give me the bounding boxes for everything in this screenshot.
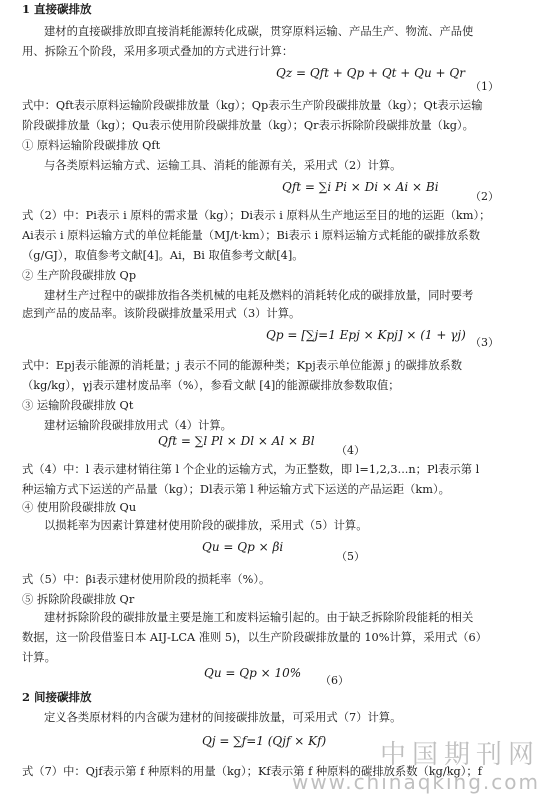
paragraph-line: （kg/kg），γj表示建材废品率（%），参看文献 [4]的能源碳排放参数取值； — [22, 379, 400, 392]
equation-number: （6） — [320, 674, 349, 687]
equation-number: （2） — [470, 190, 499, 203]
equation-3: Qp = [∑j=1 Epj × Kpj] × (1 + γj) — [266, 328, 466, 342]
watermark-url: www.chinaqking.com — [291, 770, 540, 794]
paragraph-line: 式（5）中：βi表示建材使用阶段的损耗率（%）。 — [22, 573, 271, 586]
paragraph-line: 阶段碳排放量（kg）；Qu表示使用阶段碳排放量（kg）；Qr表示拆除阶段碳排放量（kg）。 — [22, 119, 474, 132]
watermark-chinese: 中国期刊网 — [379, 740, 540, 770]
equation-number: （1） — [470, 80, 499, 93]
paragraph-line: 式（7）中：Qjf表示第 f 种原料的用量（kg）；Kf表示第 f 种原料的碳排放系数（kg/kg）；f — [22, 765, 482, 778]
equation-number: （5） — [336, 550, 365, 563]
subsection-heading: ① 原料运输阶段碳排放 Qft — [22, 139, 161, 152]
paragraph-line: 建材运输阶段碳排放用式（4）计算。 — [44, 419, 232, 432]
paragraph-line: 建材生产过程中的碳排放指各类机械的电耗及燃料的消耗转化成的碳排放量，同时要考 — [44, 289, 474, 302]
section-heading-direct: 1 直接碳排放 — [22, 2, 92, 16]
equation-1: Qz = Qft + Qp + Qt + Qu + Qr — [276, 66, 465, 80]
section-heading-indirect: 2 间接碳排放 — [22, 690, 92, 704]
equation-5: Qu = Qp × βi — [202, 540, 284, 554]
paragraph-line: 建材拆除阶段的碳排放量主要是施工和废料运输引起的。由于缺乏拆除阶段能耗的相关 — [44, 611, 474, 624]
paragraph-line: 式（2）中：Pi表示 i 原料的需求量（kg）；Di表示 i 原料从生产地运至目的地的运距（km）； — [22, 209, 491, 222]
equation-number: （3） — [470, 336, 499, 349]
paragraph-line: 以损耗率为因素计算建材使用阶段的碳排放，采用式（5）计算。 — [44, 519, 368, 532]
paragraph-line: 建材的直接碳排放即直接消耗能源转化成碳，贯穿原料运输、产品生产、物流、产品使 — [44, 25, 474, 38]
paragraph-line: 计算。 — [22, 651, 56, 664]
paragraph-line: 式中：Epj表示能源的消耗量；j 表示不同的能源种类；Kpj表示单位能源 j 的碳排放系数 — [22, 359, 463, 372]
equation-7: Qj = ∑f=1 (Qjf × Kf) — [202, 734, 327, 748]
equation-6: Qu = Qp × 10% — [204, 666, 302, 680]
equation-number: （4） — [336, 444, 365, 457]
paragraph-line: 定义各类原材料的内含碳为建材的间接碳排放量，可采用式（7）计算。 — [44, 711, 402, 724]
subsection-heading: ④ 使用阶段碳排放 Qu — [22, 501, 137, 514]
paragraph-line: （g/GJ），取值参考文献[4]。Ai，Bi 取值参考文献[4]。 — [22, 249, 304, 262]
subsection-heading: ② 生产阶段碳排放 Qp — [22, 269, 137, 282]
subsection-heading: ③ 运输阶段碳排放 Qt — [22, 399, 134, 412]
subsection-heading: ⑤ 拆除阶段碳排放 Qr — [22, 593, 135, 606]
paragraph-line: Ai表示 i 原料运输方式的单位耗能量（MJ/t·km）；Bi表示 i 原料运输方式耗能的碳排放系数 — [22, 229, 481, 242]
paragraph-line: 数据，这一阶段借鉴日本 AIJ-LCA 准则 5)，以生产阶段碳排放量的 10%计算，采用式（6） — [22, 631, 488, 644]
equation-2: Qft = ∑i Pi × Di × Ai × Bi — [282, 180, 439, 194]
paragraph-line: 虑到产品的废品率。该阶段碳排放量采用式（3）计算。 — [22, 307, 301, 320]
paragraph-line: 式中：Qft表示原料运输阶段碳排放量（kg）；Qp表示生产阶段碳排放量（kg）；Qt表示运输 — [22, 99, 483, 112]
paragraph-line: 式（4）中：l 表示建材销往第 l 个企业的运输方式，为正整数，即 l=1,2,3...n；Pl表示第 l — [22, 463, 480, 476]
equation-4: Qft = ∑l Pl × Dl × Al × Bl — [158, 434, 315, 448]
paragraph-line: 种运输方式下运送的产品量（kg）；Dl表示第 l 种运输方式下运送的产品运距（km）。 — [22, 483, 450, 496]
paragraph-line: 用、拆除五个阶段，采用多项式叠加的方式进行计算： — [22, 45, 294, 58]
paragraph-line: 与各类原料运输方式、运输工具、消耗的能源有关，采用式（2）计算。 — [44, 159, 402, 172]
watermark — [292, 740, 540, 794]
